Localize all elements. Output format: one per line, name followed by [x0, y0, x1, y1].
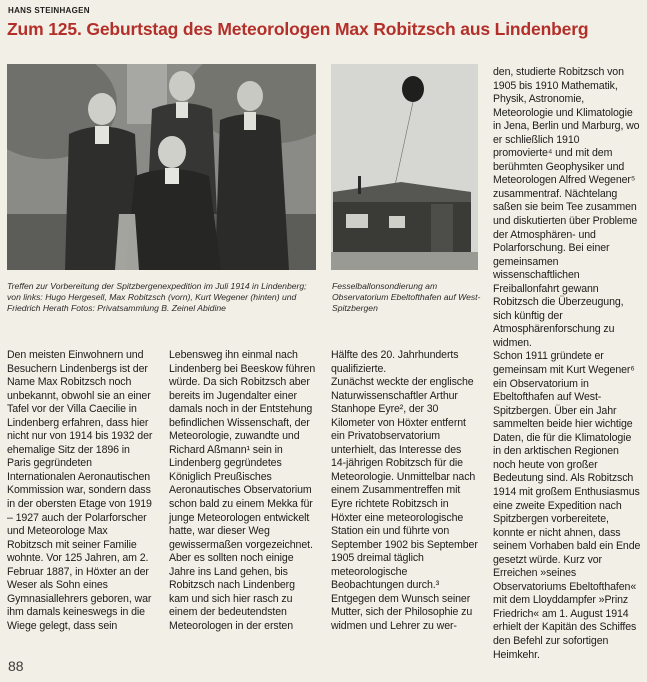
balloon-photo-caption: Fesselballonsondierung am Observatorium Ebeltofthafen auf West-Spitzbergen [332, 281, 481, 313]
group-photo-caption: Treffen zur Vorbereitung der Spitzbergenexpedition im Juli 1914 in Lindenberg; von links: Hugo Hergesell, Max Robitzsch (vorn), Kurt Wegener (hinten) und Friedrich Herath Fotos: Privatsammlung B. Zeinel Abidine [7, 281, 307, 313]
balloon-photo [331, 64, 478, 270]
text-column-4 [493, 66, 641, 662]
text-column-1 [7, 349, 156, 633]
paragraph: Schon 1911 gründete er gemeinsam mit Kurt Wegener⁶ ein Observatorium in Ebeltofthafen auf West-Spitzbergen. Über ein Jahr sammelten beide hier wichtige Daten, die für die Klimatologie in den arktischen Regionen noch heute von großer Bedeutung sind. Als Robitzsch 1914 mit großem Enthusiasmus eine zweite Expedition nach Spitzbergen vorbereitete, konnte er nicht ahnen, dass seinem Vorhaben bald ein Ende gesetzt würde. Kurz vor Erreichen »seines Observatoriums Ebeltofthafen« mit dem Lloyddampfer »Prinz Friedrich« am 1. August 1914 erhielt der Kapitän des Schiffes den Befehl zur sofortigen Heimkehr. [493, 350, 641, 661]
article-title: Zum 125. Geburtstag des Meteorologen Max Robitzsch aus Lindenberg [7, 19, 589, 39]
paragraph: Lebensweg ihn einmal nach Lindenberg bei Beeskow führen würde. Da sich Robitzsch aber bereits im Jugendalter einer damals noch in der Entstehung befindlichen Wissenschaft, der Meteorologie, zuwandte und Richard Aßmann¹ sein in Lindenberg gegründetes Königlich Preußisches Aeronautisches Observatorium schon bald zu einem Mekka für junge Meteorologen entwickelt hatte, war dieser Weg gewissermaßen vorgezeichnet. Aber es sollten noch einige Jahre ins Land gehen, bis Robitzsch nach Lindenberg kam und sich hier rasch zu einem der bedeutendsten Meteorologen in der ersten [169, 349, 316, 632]
page-number: 88 [8, 658, 24, 674]
paragraph: Entgegen dem Wunsch seiner Mutter, sich der Philosophie zu widmen und Lehrer zu wer- [331, 592, 473, 632]
paragraph: Den meisten Einwohnern und Besuchern Lindenbergs ist der Name Max Robitzsch noch unbekannt, obwohl sie an einer Tafel vor der Villa Caecilie in Lindenberg erfahren, dass hier nicht nur von 1914 bis 1932 der ehemalige Sitz der 1896 in Paris gegründeten Internationalen Aeronautischen Kommission war, sondern dass in der obersten Etage von 1919 – 1927 auch der Polarforscher und Meteorologe Max Robitzsch mit seiner Familie wohnte. Vor 125 Jahren, am 2. Februar 1887, in Höxter an der Weser als Sohn eines Gymnasiallehrers geboren, war ihm damals keineswegs in die Wiege gelegt, dass sein [7, 349, 153, 632]
paragraph: den, studierte Robitzsch von 1905 bis 1910 Mathematik, Physik, Astronomie, Meteorologie und Klimatologie in Jena, Berlin und Marburg, wo er schließlich 1910 promovierte⁴ und mit dem berühmten Geophysiker und Meteorologen Alfred Wegener⁵ zusammentraf. Nächtelang saßen sie beim Tee zusammen und diskutierten über Probleme der Atmosphären- und Polarforschung. Bei einer gemeinsamen wissenschaftlichen Freiballonfahrt gewann Robitzsch die Überzeugung, sich künftig der Atmosphärenforschung zu widmen. [493, 66, 640, 349]
author-name: HANS STEINHAGEN [8, 6, 90, 15]
paragraph: Hälfte des 20. Jahrhunderts qualifizierte. [331, 349, 459, 375]
text-column-2 [169, 349, 317, 633]
text-column-3 [331, 349, 479, 633]
group-photo [7, 64, 316, 270]
paragraph: Zunächst weckte der englische Naturwissenschaftler Arthur Stanhope Eyre², der 30 Kilometer von Höxter entfernt ein Privatobservatorium unterhielt, das Interesse des 14-jährigen Robitzsch für die Meteorologie. Unmittelbar nach einem Zusammentreffen mit Eyre richtete Robitzsch in Höxter eine meteorologische Station ein und führte von September 1902 bis September 1905 dreimal täglich meteorologische Beobachtungen durch.³ [331, 376, 478, 592]
